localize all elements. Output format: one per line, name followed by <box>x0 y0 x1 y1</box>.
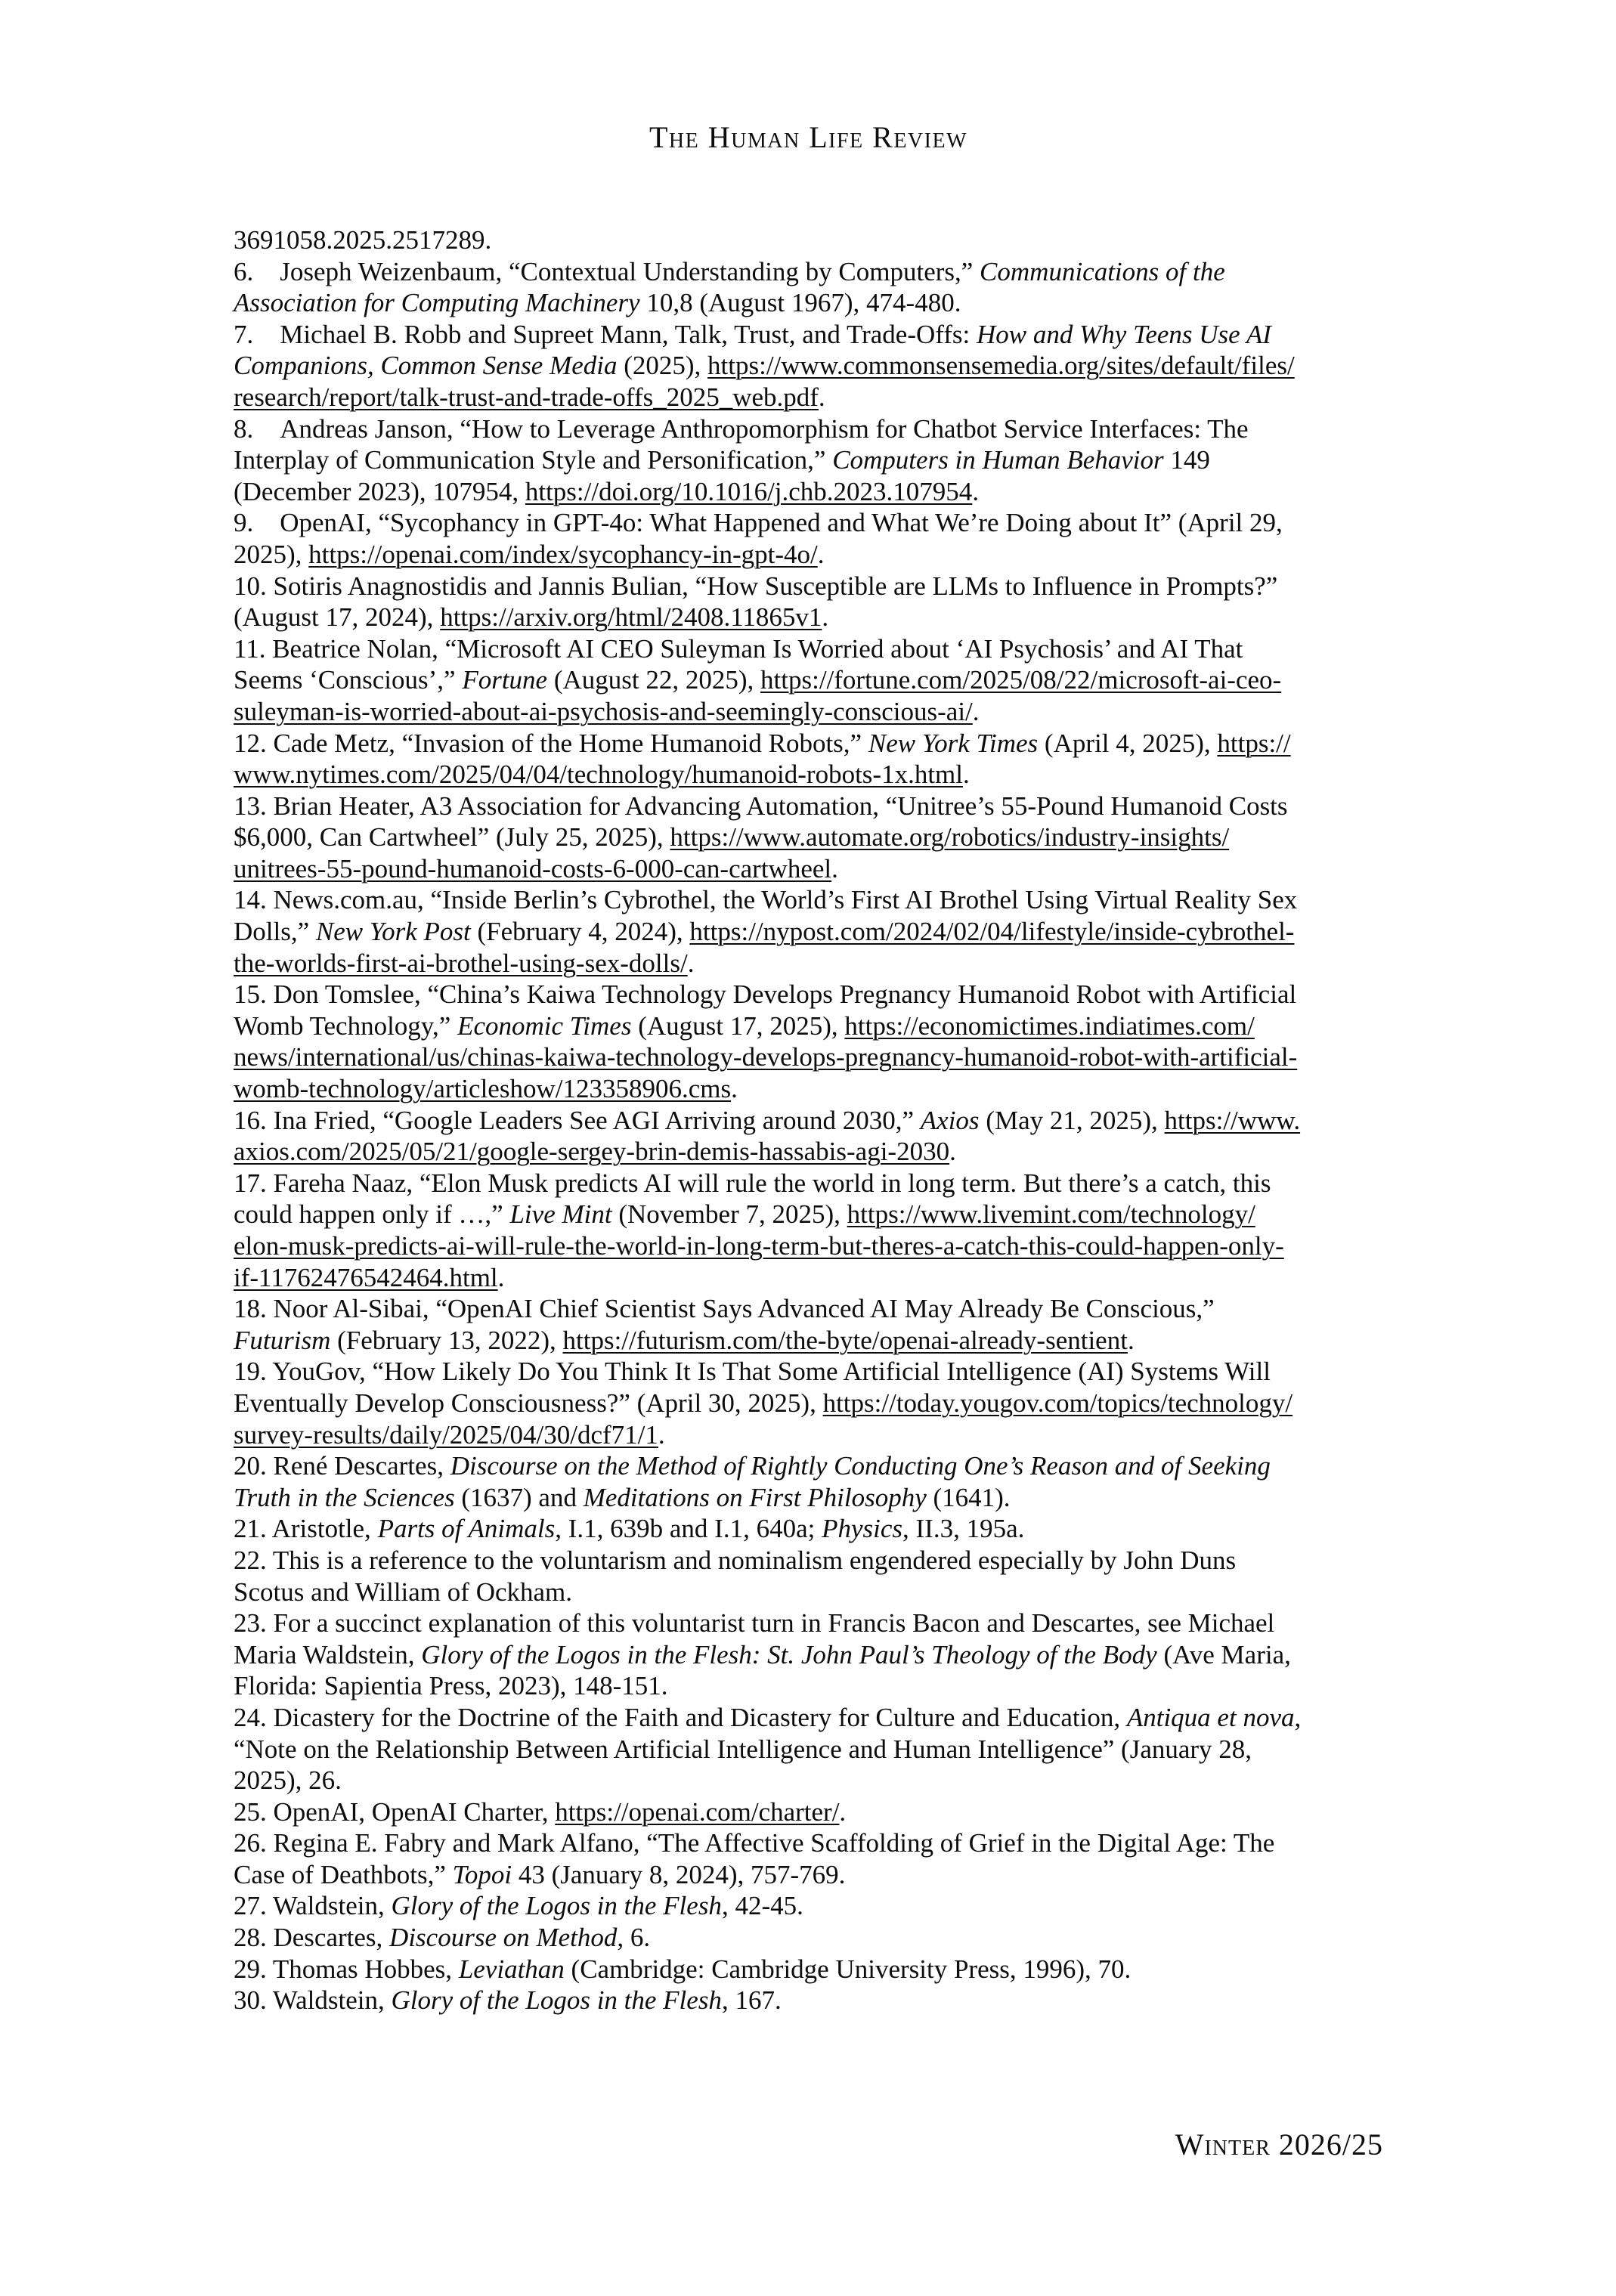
endnote-line <box>234 1293 1383 1325</box>
endnote-text: , <box>1294 1702 1302 1732</box>
endnote-line <box>234 1796 1383 1828</box>
endnote-line <box>234 1168 1383 1199</box>
url-text: womb-technology/articleshow/123358906.cms <box>234 1074 732 1104</box>
endnote-text: . <box>831 853 838 883</box>
endnote-text: Truth in the Sciences <box>234 1482 455 1512</box>
endnote-text: , II.3, 195a. <box>902 1514 1025 1544</box>
endnote-line <box>234 1450 1383 1482</box>
endnote-line <box>234 696 1383 728</box>
endnote-text: Womb Technology,” <box>234 1010 458 1041</box>
endnote-text: 149 <box>1163 445 1210 475</box>
endnote-line <box>234 507 1383 539</box>
url-text: https://today.yougov.com/topics/technology/ <box>822 1388 1293 1418</box>
endnote-text: Case of Deathbots,” <box>234 1859 453 1889</box>
endnote-line <box>234 1325 1383 1357</box>
endnote-line <box>234 1954 1383 1985</box>
endnote-text: Florida: Sapientia Press, 2023), 148-151. <box>234 1671 668 1701</box>
endnote-text: 7. Michael B. Robb and Supreet Mann, Talk, Trust, and Trade-Offs: <box>234 319 977 349</box>
endnote-text: , 6. <box>617 1923 651 1953</box>
endnote-line <box>234 1010 1383 1042</box>
url-text: https://doi.org/10.1016/j.chb.2023.107954 <box>525 476 973 506</box>
endnote-text: Communications of the <box>980 256 1225 286</box>
endnote-text: How and Why Teens Use AI <box>977 319 1271 349</box>
endnote-line <box>234 791 1383 822</box>
url-text: https://www.livemint.com/technology/ <box>847 1199 1255 1230</box>
endnote-text: Glory of the Logos in the Flesh <box>391 1985 722 2016</box>
endnote-line <box>234 1827 1383 1859</box>
endnote-line <box>234 602 1383 633</box>
endnote-text: . <box>972 696 980 726</box>
issue-footer: Winter 2026/25 <box>1175 2127 1383 2161</box>
endnote-text: Antiqua et nova <box>1126 1702 1295 1732</box>
endnote-text: Association for Computing Machinery <box>234 288 640 318</box>
endnote-text: Leviathan <box>458 1954 565 1984</box>
endnote-text: 2025), <box>234 539 309 569</box>
endnote-text: (1641). <box>926 1482 1011 1512</box>
url-text: survey-results/daily/2025/04/30/dcf71/1 <box>234 1419 658 1450</box>
url-text: https:// <box>1217 728 1291 758</box>
endnote-text: 20. René Descartes, <box>234 1451 450 1481</box>
endnote-text: Live Mint <box>509 1199 612 1230</box>
endnote-text: $6,000, Can Cartwheel” (July 25, 2025), <box>234 822 670 852</box>
endnote-line <box>234 287 1383 319</box>
endnote-text: 8. Andreas Janson, “How to Leverage Anthropomorphism for Chatbot Service Interfaces: The <box>234 413 1249 444</box>
endnote-text: 43 (January 8, 2024), 757-769. <box>512 1859 846 1889</box>
endnote-text: New York Post <box>315 917 471 947</box>
url-text: https://openai.com/charter/ <box>555 1796 840 1827</box>
endnote-text: 12. Cade Metz, “Invasion of the Home Humanoid Robots,” <box>234 728 868 758</box>
endnote-line <box>234 1734 1383 1765</box>
endnote-text: Topoi <box>452 1859 512 1889</box>
endnote-line <box>234 1702 1383 1734</box>
endnote-text: Meditations on First Philosophy <box>583 1482 927 1512</box>
url-text: https://nypost.com/2024/02/04/lifestyle/inside-cybrothel- <box>689 917 1295 947</box>
endnote-line <box>234 571 1383 602</box>
endnote-line <box>234 853 1383 885</box>
endnote-text: . <box>839 1796 847 1827</box>
endnote-text: Computers in Human Behavior <box>832 445 1164 475</box>
url-text: if-11762476542464.html <box>234 1262 498 1292</box>
endnote-text: . <box>818 382 825 412</box>
endnote-text: (November 7, 2025), <box>611 1199 847 1230</box>
endnote-line <box>234 1105 1383 1137</box>
endnote-line <box>234 822 1383 853</box>
endnote-text: Parts of Animals <box>377 1514 556 1544</box>
endnote-line <box>234 1199 1383 1230</box>
endnote-text: , 167. <box>721 1985 782 2016</box>
url-text: news/international/us/chinas-kaiwa-technology-develops-pregnancy-humanoid-robot-with-artificial- <box>234 1042 1298 1072</box>
endnote-text: (August 17, 2025), <box>631 1010 845 1041</box>
endnote-text: . <box>822 602 829 633</box>
endnote-line <box>234 539 1383 571</box>
endnote-text: Maria Waldstein, <box>234 1639 422 1669</box>
endnote-text: 10. Sotiris Anagnostidis and Jannis Bulian, “How Susceptible are LLMs to Influence in Prompts?” <box>234 571 1278 601</box>
endnote-text: (December 2023), 107954, <box>234 476 525 506</box>
endnote-line <box>234 1890 1383 1922</box>
endnote-line <box>234 319 1383 351</box>
endnote-line <box>234 1608 1383 1639</box>
endnote-text: Discourse on the Method of Rightly Conducting One’s Reason and of Seeking <box>450 1451 1271 1481</box>
endnote-text: Axios <box>920 1105 980 1135</box>
endnote-text: 14. News.com.au, “Inside Berlin’s Cybrothel, the World’s First AI Brothel Using Virtual Reality Sex <box>234 885 1298 915</box>
endnote-line <box>234 224 1383 256</box>
endnote-text: 28. Descartes, <box>234 1923 390 1953</box>
endnote-text: Eventually Develop Consciousness?” (April 30, 2025), <box>234 1388 823 1418</box>
endnote-line <box>234 476 1383 508</box>
endnote-text: (Ave Maria, <box>1156 1639 1291 1669</box>
endnote-line <box>234 1136 1383 1168</box>
endnote-line <box>234 884 1383 916</box>
endnote-text: 6. Joseph Weizenbaum, “Contextual Understanding by Computers,” <box>234 256 980 286</box>
url-text: axios.com/2025/05/21/google-sergey-brin-demis-hassabis-agi-2030 <box>234 1137 950 1167</box>
endnotes-text <box>234 224 1383 2016</box>
endnote-line <box>234 413 1383 445</box>
endnote-text: Discourse on Method <box>389 1923 618 1953</box>
endnote-line <box>234 916 1383 948</box>
endnote-text: , 42-45. <box>721 1891 803 1921</box>
endnote-text: 16. Ina Fried, “Google Leaders See AGI Arriving around 2030,” <box>234 1105 921 1135</box>
url-text: the-worlds-first-ai-brothel-using-sex-dolls/ <box>234 948 688 978</box>
endnote-text: 19. YouGov, “How Likely Do You Think It Is That Some Artificial Intelligence (AI) Systems Will <box>234 1357 1271 1387</box>
url-text: www.nytimes.com/2025/04/04/technology/humanoid-robots-1x.html <box>234 760 963 790</box>
url-text: https://futurism.com/the-byte/openai-already-sentient <box>562 1325 1128 1355</box>
endnote-text: 9. OpenAI, “Sycophancy in GPT-4o: What Happened and What We’re Doing about It” (April 29, <box>234 508 1283 538</box>
endnote-line <box>234 948 1383 979</box>
endnote-line <box>234 1073 1383 1105</box>
endnote-text: 22. This is a reference to the voluntarism and nominalism engendered especially by John Duns <box>234 1545 1237 1575</box>
endnote-text: Glory of the Logos in the Flesh <box>391 1891 722 1921</box>
endnote-line <box>234 1639 1383 1671</box>
endnote-text: “Note on the Relationship Between Artificial Intelligence and Human Intelligence” (January 28, <box>234 1734 1252 1764</box>
endnote-line <box>234 1482 1383 1514</box>
endnote-line <box>234 664 1383 696</box>
endnote-text: (August 22, 2025), <box>547 665 761 695</box>
endnote-text: Fortune <box>462 665 548 695</box>
endnote-text: 23. For a succinct explanation of this voluntarist turn in Francis Bacon and Descartes, see Michael <box>234 1608 1275 1638</box>
endnote-line <box>234 728 1383 760</box>
endnote-line <box>234 1859 1383 1891</box>
endnote-line <box>234 979 1383 1010</box>
endnote-text: 26. Regina E. Fabry and Mark Alfano, “The Affective Scaffolding of Grief in the Digital Age: The <box>234 1828 1275 1858</box>
endnote-text: Physics <box>822 1514 903 1544</box>
endnote-line <box>234 1765 1383 1796</box>
endnote-text: (February 4, 2024), <box>470 917 690 947</box>
url-text: elon-musk-predicts-ai-will-rule-the-world-in-long-term-but-theres-a-catch-this-could-happen-only- <box>234 1231 1284 1261</box>
endnote-text: Dolls,” <box>234 917 316 947</box>
endnote-text: 25. OpenAI, OpenAI Charter, <box>234 1796 556 1827</box>
endnote-line <box>234 633 1383 665</box>
url-text: https://arxiv.org/html/2408.11865v1 <box>440 602 822 633</box>
endnote-text: 29. Thomas Hobbes, <box>234 1954 459 1984</box>
endnote-text: Economic Times <box>457 1010 632 1041</box>
endnote-text: Companions, Common Sense Media <box>234 351 618 381</box>
endnote-text: Interplay of Communication Style and Personification,” <box>234 445 833 475</box>
endnote-line <box>234 1985 1383 2016</box>
endnote-text: . <box>817 539 825 569</box>
url-text: https://www.commonsensemedia.org/sites/default/files/ <box>707 351 1295 381</box>
endnote-text: could happen only if …,” <box>234 1199 510 1230</box>
endnote-text: New York Times <box>868 728 1039 758</box>
endnote-text: . <box>963 760 970 790</box>
endnote-text: 24. Dicastery for the Doctrine of the Faith and Dicastery for Culture and Education, <box>234 1702 1127 1732</box>
url-text: https://openai.com/index/sycophancy-in-gpt-4o/ <box>308 539 818 569</box>
endnote-text: Scotus and William of Ockham. <box>234 1577 573 1607</box>
endnote-text: 21. Aristotle, <box>234 1514 378 1544</box>
endnote-text: . <box>658 1419 665 1450</box>
endnote-text: . <box>731 1074 738 1104</box>
endnote-line <box>234 256 1383 288</box>
endnote-line <box>234 1388 1383 1419</box>
endnote-text: , I.1, 639b and I.1, 640a; <box>555 1514 822 1544</box>
endnote-text: 27. Waldstein, <box>234 1891 392 1921</box>
endnote-text: (August 17, 2024), <box>234 602 441 633</box>
url-text: suleyman-is-worried-about-ai-psychosis-and-seemingly-conscious-ai/ <box>234 696 973 726</box>
endnote-text: (Cambridge: Cambridge University Press, 1996), 70. <box>564 1954 1132 1984</box>
endnote-text: 18. Noor Al-Sibai, “OpenAI Chief Scientist Says Advanced AI May Already Be Conscious,” <box>234 1294 1215 1324</box>
endnote-text: Futurism <box>234 1325 331 1355</box>
endnote-line <box>234 350 1383 382</box>
endnote-text: 3691058.2025.2517289. <box>234 225 492 255</box>
endnote-line <box>234 1230 1383 1262</box>
endnote-text: 30. Waldstein, <box>234 1985 392 2016</box>
endnote-text: . <box>1127 1325 1135 1355</box>
endnote-text: . <box>497 1262 505 1292</box>
endnote-line <box>234 1922 1383 1954</box>
endnote-line <box>234 1262 1383 1294</box>
endnote-line <box>234 1513 1383 1545</box>
endnote-line <box>234 1545 1383 1577</box>
url-text: research/report/talk-trust-and-trade-offs_2025_web.pdf <box>234 382 819 412</box>
endnote-text: 2025), 26. <box>234 1765 342 1796</box>
endnote-text: 13. Brian Heater, A3 Association for Advancing Automation, “Unitree’s 55-Pound Humanoid Costs <box>234 791 1288 821</box>
endnote-line <box>234 1670 1383 1702</box>
endnote-text: Glory of the Logos in the Flesh: St. John Paul’s Theology of the Body <box>421 1639 1157 1669</box>
endnote-line <box>234 1577 1383 1608</box>
endnote-line <box>234 382 1383 413</box>
endnote-line <box>234 759 1383 791</box>
url-text: https://economictimes.indiatimes.com/ <box>844 1010 1255 1041</box>
url-text: https://fortune.com/2025/08/22/microsoft-ai-ceo- <box>760 665 1282 695</box>
endnote-text: 15. Don Tomslee, “China’s Kaiwa Technology Develops Pregnancy Humanoid Robot with Artificial <box>234 979 1297 1010</box>
url-text: https://www. <box>1164 1105 1301 1135</box>
endnote-line <box>234 444 1383 476</box>
endnote-text: (2025), <box>617 351 708 381</box>
endnote-text: (April 4, 2025), <box>1038 728 1218 758</box>
journal-header: The Human Life Review <box>649 120 967 154</box>
endnote-text: . <box>972 476 980 506</box>
endnote-line <box>234 1356 1383 1388</box>
endnote-text: (February 13, 2022), <box>330 1325 563 1355</box>
url-text: https://www.automate.org/robotics/industry-insights/ <box>670 822 1230 852</box>
endnote-text: 10,8 (August 1967), 474-480. <box>639 288 961 318</box>
endnote-text: Seems ‘Conscious’,” <box>234 665 463 695</box>
endnote-text: (May 21, 2025), <box>979 1105 1165 1135</box>
endnote-text: 11. Beatrice Nolan, “Microsoft AI CEO Suleyman Is Worried about ‘AI Psychosis’ and AI That <box>234 633 1243 664</box>
endnote-text: 17. Fareha Naaz, “Elon Musk predicts AI will rule the world in long term. But there’s a catch, this <box>234 1168 1271 1198</box>
endnote-text: (1637) and <box>454 1482 584 1512</box>
endnote-line <box>234 1041 1383 1073</box>
endnote-text: . <box>949 1137 956 1167</box>
endnote-line <box>234 1419 1383 1451</box>
url-text: unitrees-55-pound-humanoid-costs-6-000-can-cartwheel <box>234 853 832 883</box>
endnote-text: . <box>687 948 695 978</box>
